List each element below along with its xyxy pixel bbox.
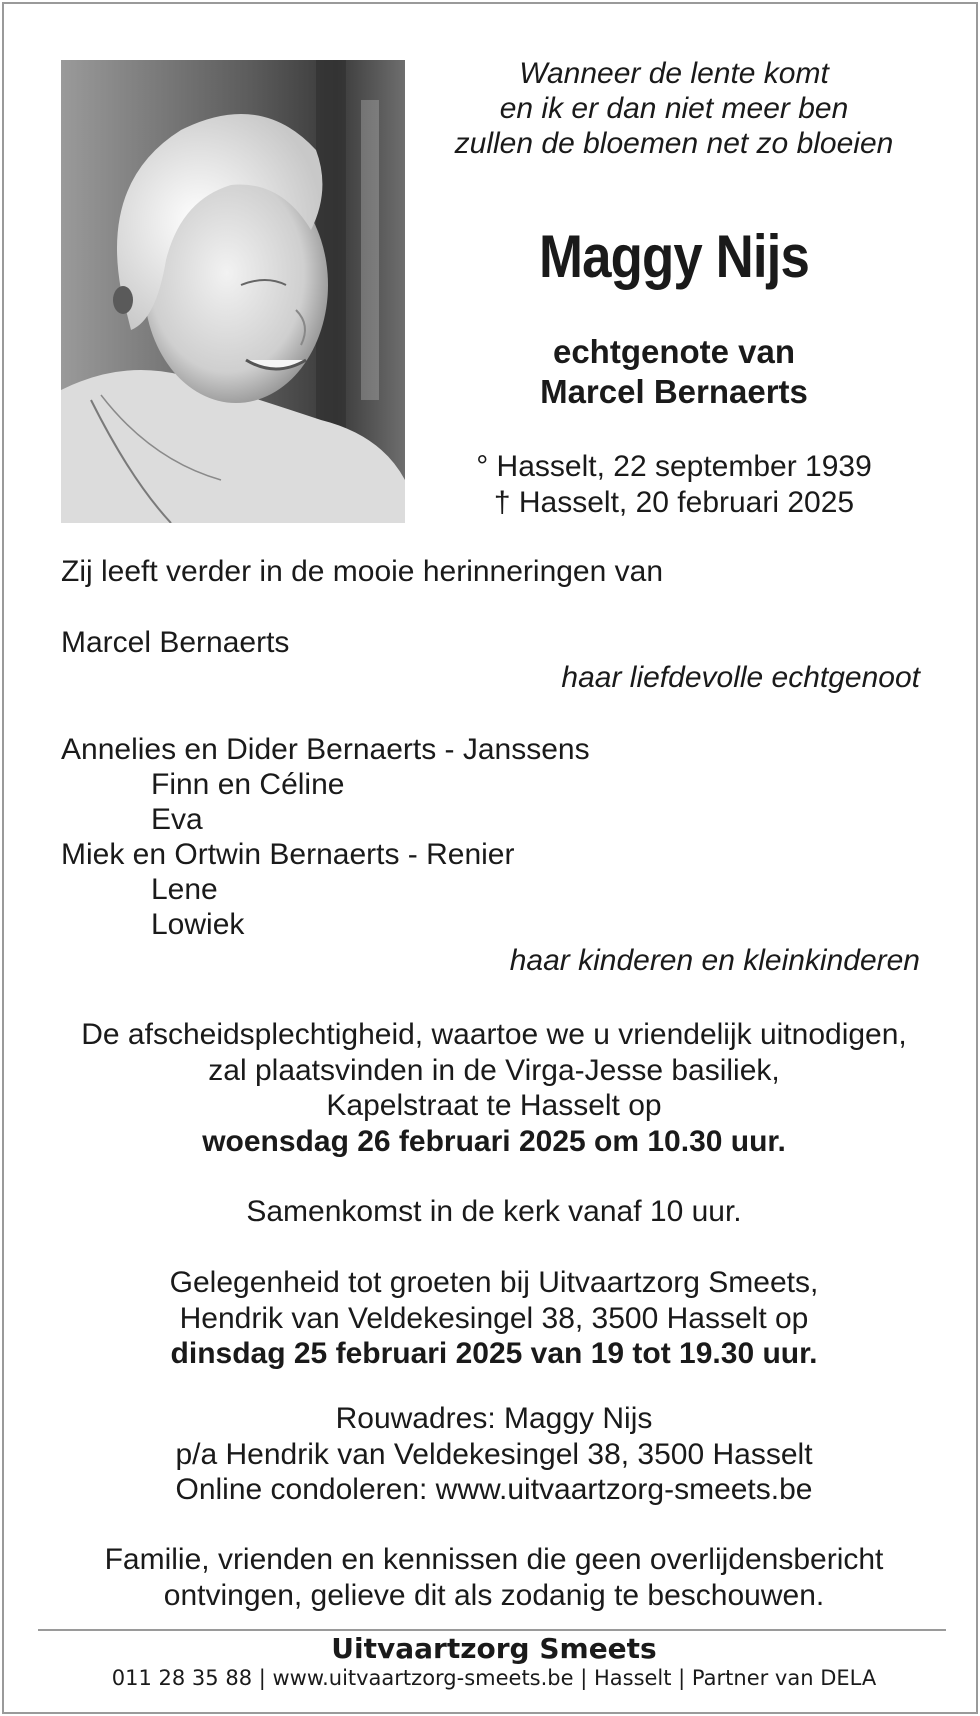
spouse-role: haar liefdevolle echtgenoot [561, 661, 920, 694]
children-role: haar kinderen en kleinkinderen [509, 944, 920, 977]
grandchild-line: Eva [151, 803, 203, 836]
poem-line: Wanneer de lente komt [519, 57, 829, 90]
visitation-line: Gelegenheid tot groeten bij Uitvaartzorg Smeets, [169, 1266, 819, 1299]
ceremony-line: De afscheidsplechtigheid, waartoe we u vriendelijk uitnodigen, [81, 1018, 907, 1051]
obituary-card [2, 2, 978, 1714]
visitation-line: Hendrik van Veldekesingel 38, 3500 Hasselt op [179, 1301, 809, 1335]
birth-date: ° Hasselt, 22 september 1939 [476, 450, 872, 483]
child-line: Annelies en Dider Bernaerts - Janssens [61, 733, 590, 766]
spouse-survivor: Marcel Bernaerts [61, 626, 290, 659]
poem-line: en ik er dan niet meer ben [499, 92, 849, 125]
relation-label: echtgenote van [552, 333, 796, 370]
ceremony-line: Kapelstraat te Hasselt op [326, 1089, 662, 1122]
footer-divider [38, 1629, 946, 1631]
life-dates [424, 449, 924, 521]
deceased-name: Maggy Nijs [539, 223, 809, 290]
grandchild-line: Finn en Céline [151, 768, 345, 801]
gathering-info: Samenkomst in de kerk vanaf 10 uur. [246, 1195, 742, 1228]
spouse-name: Marcel Bernaerts [540, 373, 808, 410]
ceremony-line: zal plaatsvinden in de Virga-Jesse basiliek, [208, 1053, 780, 1087]
visitation-info [44, 1265, 944, 1372]
notice-text [44, 1542, 944, 1613]
ceremony-info [44, 1017, 944, 1159]
address-line: Rouwadres: Maggy Nijs [335, 1402, 653, 1435]
notice-line: ontvingen, gelieve dit als zodanig te beschouwen. [163, 1578, 825, 1612]
mourning-address [44, 1401, 944, 1508]
death-date: † Hasselt, 20 februari 2025 [493, 486, 855, 519]
poem [424, 56, 924, 161]
poem-line: zullen de bloemen net zo bloeien [454, 127, 894, 160]
portrait-photo [61, 60, 405, 523]
intro-text: Zij leeft verder in de mooie herinneringen van [61, 555, 664, 588]
funeral-home-contact: 011 28 35 88 | www.uitvaartzorg-smeets.be | Hasselt | Partner van DELA [111, 1666, 877, 1690]
ceremony-datetime: woensdag 26 februari 2025 om 10.30 uur. [202, 1124, 786, 1158]
address-line: p/a Hendrik van Veldekesingel 38, 3500 Hasselt [175, 1437, 813, 1471]
child-line: Miek en Ortwin Bernaerts - Renier [61, 838, 515, 871]
spouse-relation [424, 332, 924, 412]
notice-line: Familie, vrienden en kennissen die geen overlijdensbericht [104, 1543, 884, 1576]
grandchild-line: Lene [151, 873, 218, 906]
funeral-home-name: Uitvaartzorg Smeets [331, 1632, 657, 1665]
grandchild-line: Lowiek [151, 908, 245, 941]
condolence-link[interactable]: Online condoleren: www.uitvaartzorg-smeets.be [175, 1473, 813, 1506]
visitation-datetime: dinsdag 25 februari 2025 van 19 tot 19.30 uur. [170, 1337, 818, 1370]
